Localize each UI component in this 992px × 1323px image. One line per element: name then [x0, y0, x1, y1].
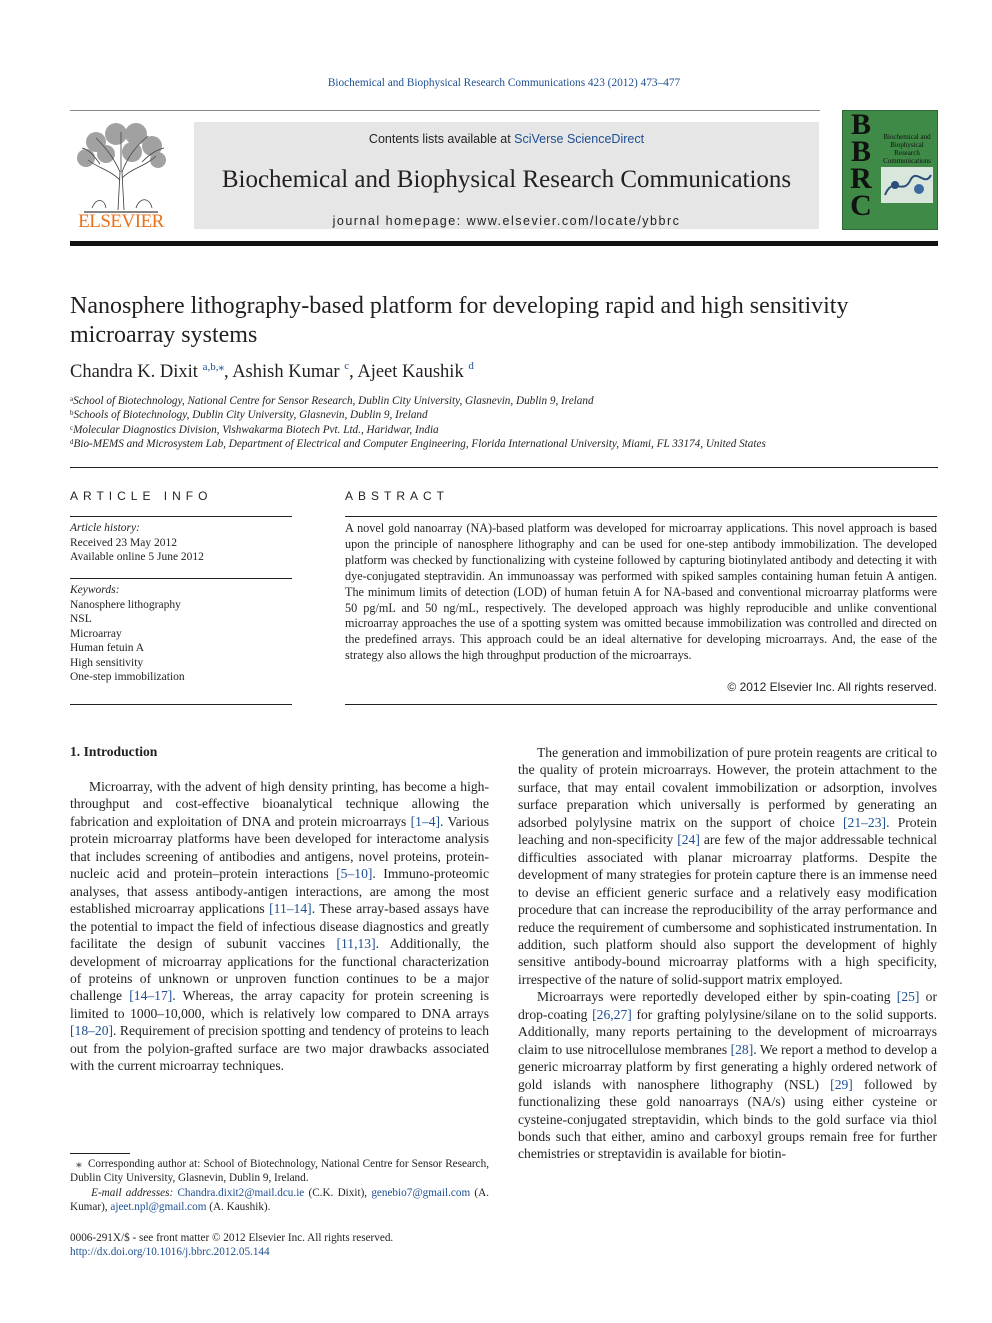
keyword: Nanosphere lithography: [70, 598, 181, 611]
abstract-copyright: © 2012 Elsevier Inc. All rights reserved.: [727, 680, 937, 694]
corresponding-author-note: ⁎ Corresponding author at: School of Biotechnology, National Centre for Sensor Research, Dublin City University, Glasnevin, Dublin 9, Ireland.: [70, 1158, 489, 1185]
reference-link[interactable]: [29]: [830, 1076, 853, 1092]
keyword: One-step immobilization: [70, 671, 185, 683]
article-title: Nanosphere lithography-based platform for developing rapid and high sensitivity microarray systems: [70, 293, 849, 348]
body-text: . We report a method to develop a generic microarray platform by first generating a highly ordered network of gold islands with nanosphere lithography (NSL): [518, 1041, 937, 1092]
cover-letters: [845, 110, 877, 222]
email-link[interactable]: genebio7@gmail.com: [371, 1186, 471, 1199]
author-affiliation-marker[interactable]: d: [468, 360, 474, 372]
reference-link[interactable]: [1–4]: [410, 813, 441, 829]
body-text: . Additionally, the development of microarray applications for the functional characterization of proteins of unknown or unproven function continues to be a major challenge: [70, 936, 489, 1004]
available-date: Available online 5 June 2012: [70, 551, 204, 563]
cover-letter: R: [850, 162, 872, 195]
body-text: . Immuno-proteomic analyses, that assess antibody-antigen interactions, are among the most established microarray applications: [70, 866, 489, 917]
journal-homepage: [194, 214, 819, 228]
homepage-prefix: journal homepage:: [332, 214, 467, 228]
body-text: are few of the major addressable technical difficulties associated with planar microarray platforms. Despite the development of many strategies for protein capture there is an immense need to devise an efficient generic surface and a relatively easy modification procedure that can increase the reproducibility of the array performance and reduce the requirement of cumbersome and sophisticated instrumentation. In addition, such platform should also support the development of highly sensitive antibody-bound microarray platforms with a high specificity, irrespective of the nature of solid-support matrix employed.: [518, 832, 938, 987]
reference-link[interactable]: [11,13]: [336, 936, 376, 952]
body-text: Microarray, with the advent of high density printing, has become a high-throughput and cost-effective bioanalytical technique allowing the fabrication and exploitation of DNA and protein microarrays: [70, 779, 489, 829]
affiliation: $^c$Molecular Diagnostics Division, Vishwakarma Biotech Pvt. Ltd., Haridwar, India: [70, 424, 439, 436]
keyword: NSL: [70, 613, 92, 625]
author-affiliation-marker[interactable]: a,b,⁎: [202, 361, 224, 373]
reference-link[interactable]: [26,27]: [592, 1006, 632, 1022]
article-info-bottom-rule: [70, 704, 292, 705]
cover-letter: B: [850, 110, 871, 141]
journal-masthead: [70, 110, 938, 244]
cover-journal-title: Biochemical and Biophysical Research Communications: [883, 133, 931, 165]
body-text: Microarrays were reportedly developed either by spin-coating: [537, 989, 897, 1005]
bbrc-cover-icon: [842, 110, 938, 230]
reference-link[interactable]: [28]: [730, 1041, 754, 1057]
body-text: . Requirement of precision spotting and tendency of proteins to leach out from the polyion-grafted surface are two major drawbacks associated with the current microarray techniques.: [70, 1023, 489, 1074]
contents-prefix: Contents lists available at: [368, 132, 515, 146]
keywords-rule: [70, 578, 292, 579]
author-name[interactable]: Ajeet Kaushik: [357, 362, 464, 382]
elsevier-logo-text: ELSEVIER: [78, 211, 164, 232]
body-column-right: [518, 744, 937, 1163]
issn-line: 0006-291X/$ - see front matter © 2012 Elsevier Inc. All rights reserved.: [70, 1232, 394, 1244]
front-matter: [70, 1231, 489, 1260]
homepage-link[interactable]: www.elsevier.com/locate/ybbrc: [466, 214, 681, 228]
body-text: . Whereas, the array capacity for protein screening is limited to 1000–10,000, which is relatively low compared to DNA arrays: [70, 988, 489, 1021]
keyword: High sensitivity: [70, 656, 144, 669]
body-text: . Various protein microarray platforms have been developed for interactome analysis that includes screening of antibodies and antigens, novel proteins, protein-nucleic acid and protein–protein interactions: [70, 813, 489, 882]
footnote-rule: [70, 1153, 130, 1154]
affiliation: $^d$Bio-MEMS and Microsystem Lab, Department of Electrical and Computer Engineering, Florida International University, Miami, FL 33174, United States: [70, 438, 766, 450]
body-text: The generation and immobilization of pure protein reagents are critical to the quality of protein microarrays. However, the protein attachment to the surface, that may entail covalent immobilization or adsorption, involves surface preparation which universally is performed by generating an adsorbed polylysine matrix on the support of choice: [518, 745, 937, 830]
reference-link[interactable]: [5–10]: [336, 866, 373, 882]
affiliation: $^b$Schools of Biotechnology, Dublin City University, Glasnevin, Dublin 9, Ireland: [70, 409, 428, 421]
contents-availability: [194, 132, 819, 146]
keywords-block: [70, 583, 292, 685]
reference-link[interactable]: [21–23]: [843, 814, 887, 830]
keyword: Human fetuin A: [70, 642, 145, 654]
email-link[interactable]: ajeet.npl@gmail.com: [110, 1201, 207, 1214]
body-paragraph: [70, 778, 489, 1075]
reference-link[interactable]: [11–14]: [269, 901, 312, 917]
keywords-label: Keywords:: [70, 584, 120, 596]
sciencedirect-link[interactable]: SciVerse ScienceDirect: [514, 132, 645, 146]
cover-letter: C: [850, 189, 872, 222]
header-divider: [70, 467, 938, 468]
author-affiliation-marker[interactable]: c: [344, 360, 350, 372]
keyword: Microarray: [70, 627, 122, 640]
journal-citation[interactable]: Biochemical and Biophysical Research Communications 423 (2012) 473–477: [327, 77, 681, 89]
body-text: . These array-based assays have the potential to impact the field of infectious disease diagnostics and greatly facilitate the design of subunit vaccines: [70, 901, 489, 952]
reference-link[interactable]: [25]: [896, 989, 920, 1005]
journal-title-box: [194, 122, 819, 229]
article-info-heading: ARTICLE INFO: [70, 489, 213, 503]
affiliation: $^a$School of Biotechnology, National Centre for Sensor Research, Dublin City University, Glasnevin, Dublin 9, Ireland: [70, 395, 594, 407]
body-text: . Protein leaching and non-specificity: [518, 814, 937, 848]
reference-link[interactable]: [18–20]: [70, 1023, 114, 1039]
cover-letter: B: [850, 135, 871, 168]
article-history: [70, 521, 292, 565]
doi-link[interactable]: http://dx.doi.org/10.1016/j.bbrc.2012.05.144: [70, 1246, 270, 1259]
journal-title: Biochemical and Biophysical Research Communications: [221, 166, 792, 193]
article-info-rule: [70, 516, 292, 517]
body-paragraph: [518, 988, 937, 1163]
abstract-heading: ABSTRACT: [345, 489, 450, 503]
email-addresses: E-mail addresses: Chandra.dixit2@mail.dcu.ie (C.K. Dixit), genebio7@gmail.com (A. Kumar), ajeet.npl@gmail.com (A. Kaushik).: [70, 1186, 489, 1214]
reference-link[interactable]: [14–17]: [129, 988, 173, 1004]
abstract-bottom-rule: [345, 704, 937, 705]
cover-artwork-icon: [881, 167, 933, 203]
body-column-left: [70, 778, 489, 1075]
reference-link[interactable]: [24]: [677, 832, 700, 848]
body-paragraph: [518, 744, 937, 988]
masthead-top-rule: [70, 110, 820, 111]
email-link[interactable]: Chandra.dixit2@mail.dcu.ie: [177, 1186, 305, 1199]
body-text: for grafting polylysine/silane on to the solid supports. Additionally, many reports pertaining to the development of microarrays claim to use nitrocellulose membranes: [518, 1006, 938, 1057]
author-name[interactable]: Chandra K. Dixit: [70, 362, 198, 382]
author-name[interactable]: Ashish Kumar: [232, 362, 340, 382]
abstract-rule: [345, 516, 937, 517]
received-date: Received 23 May 2012: [70, 536, 177, 549]
corresponding-author-footnote: [70, 1157, 489, 1215]
history-label: Article history:: [70, 522, 140, 534]
abstract-text: A novel gold nanoarray (NA)-based platform was developed for microarray applications. This novel approach is based upon the principle of nanosphere lithography and can be used for one-step antibody immobilization. The developed platform was checked by functionalizing with cysteine followed by capturing biotinylated antibody and detecting it with dye-conjugated steptravidin. An immunoassay was performed with spiked samples containing human fetuin A antigen. The minimum limits of detection (LOD) of human fetuin A for NA-based and conventional microarray platforms were 50 pg/mL and 50 ng/mL, respectively. The developed approach was highly reproducible and unlike conventional microarray approaches the use of a spotting system was omitted because immobilization was controlled and directed on the predefined arrays. This approach could be an ideal alternative for developing microarrays. And, the ease of the strategy also allows the high throughput production of the microarrays.: [345, 521, 937, 663]
body-text: followed by functionalizing these gold nanoarrays (NA/s) using either cysteine or cysteine-conjugated streptavidin, which binds to the gold surface via thiol bonds such that either, amino and carboxyl groups remain free for further chemistries or streptavidin is available for biotin-: [518, 1076, 937, 1162]
masthead-bottom-rule: [70, 241, 938, 246]
introduction-heading: 1. Introduction: [70, 744, 158, 759]
body-text: or drop-coating: [518, 989, 937, 1022]
author-list: Chandra K. Dixit $^{a,b,⁎}$, Ashish Kumar $^c$, Ajeet Kaushik $^d$: [70, 360, 474, 382]
